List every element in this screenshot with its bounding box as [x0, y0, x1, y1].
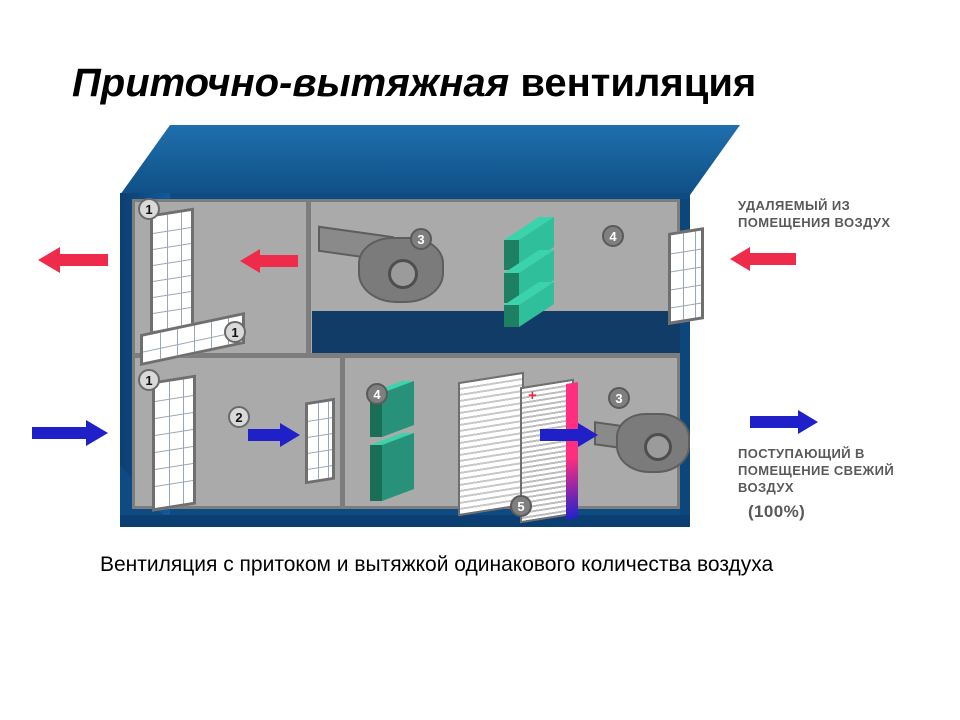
- badge-heater-coil: 5: [510, 495, 532, 517]
- interior-vertical-divider-lower: [340, 358, 345, 509]
- ventilation-unit-diagram: [100, 125, 895, 540]
- exhaust-outlet-filter: [150, 208, 194, 335]
- badge-fan-supply: 3: [608, 387, 630, 409]
- exhaust-label-line1: УДАЛЯЕМЫЙ ИЗ: [738, 198, 851, 213]
- badge-heat-exchanger-supply: 4: [366, 383, 388, 405]
- interior-vertical-divider-upper: [306, 199, 311, 353]
- badge-heat-exchanger-exhaust: 4: [602, 225, 624, 247]
- heater-coil-block: [458, 372, 524, 516]
- heat-exchanger-shape-upper: [494, 205, 584, 330]
- exhaust-heat-exchanger: [494, 205, 584, 330]
- page-title-italic: Приточно-вытяжная: [72, 61, 510, 105]
- exhaust-arrow-inlet: [730, 247, 796, 276]
- supply-arrow-outlet: [750, 410, 818, 439]
- page-title: [72, 58, 902, 108]
- supply-arrow-after-filter: [248, 423, 300, 452]
- coil-minus-marker: -: [462, 387, 467, 404]
- supply-label-line3: ВОЗДУХ: [738, 480, 794, 495]
- supply-inlet-filter: [152, 375, 196, 512]
- badge-filter-supply-in: 1: [138, 369, 160, 391]
- badge-filter-exhaust-out: 1: [138, 198, 160, 220]
- exhaust-inlet-filter: [668, 227, 704, 325]
- supply-label-line2: ПОМЕЩЕНИЕ СВЕЖИЙ: [738, 463, 895, 478]
- supply-percent-label: (100%): [748, 502, 806, 521]
- badge-filter-supply-second: 2: [228, 406, 250, 428]
- supply-arrow-after-coil: [540, 423, 598, 452]
- exhaust-arrow-internal-left: [240, 249, 298, 278]
- housing-top-panel: [120, 125, 740, 195]
- housing-bottom-lip: [120, 515, 690, 527]
- interior-horizontal-divider: [132, 353, 680, 358]
- exhaust-label-line2: ПОМЕЩЕНИЯ ВОЗДУХ: [738, 215, 891, 230]
- supply-label: [738, 445, 928, 496]
- page-title-normal: вентиляция: [509, 61, 757, 105]
- supply-label-line1: ПОСТУПАЮЩИЙ В: [738, 446, 865, 461]
- badge-fan-exhaust: 3: [410, 228, 432, 250]
- exhaust-arrow-outlet: [38, 247, 108, 278]
- supply-arrow-inlet: [32, 420, 108, 451]
- coil-plus-marker: +: [528, 387, 537, 404]
- diagram-caption: Вентиляция с притоком и вытяжкой одинакового количества воздуха: [100, 553, 774, 576]
- supply-secondary-filter: [305, 398, 335, 485]
- exhaust-label: [738, 197, 918, 231]
- badge-filter-extra: 1: [224, 321, 246, 343]
